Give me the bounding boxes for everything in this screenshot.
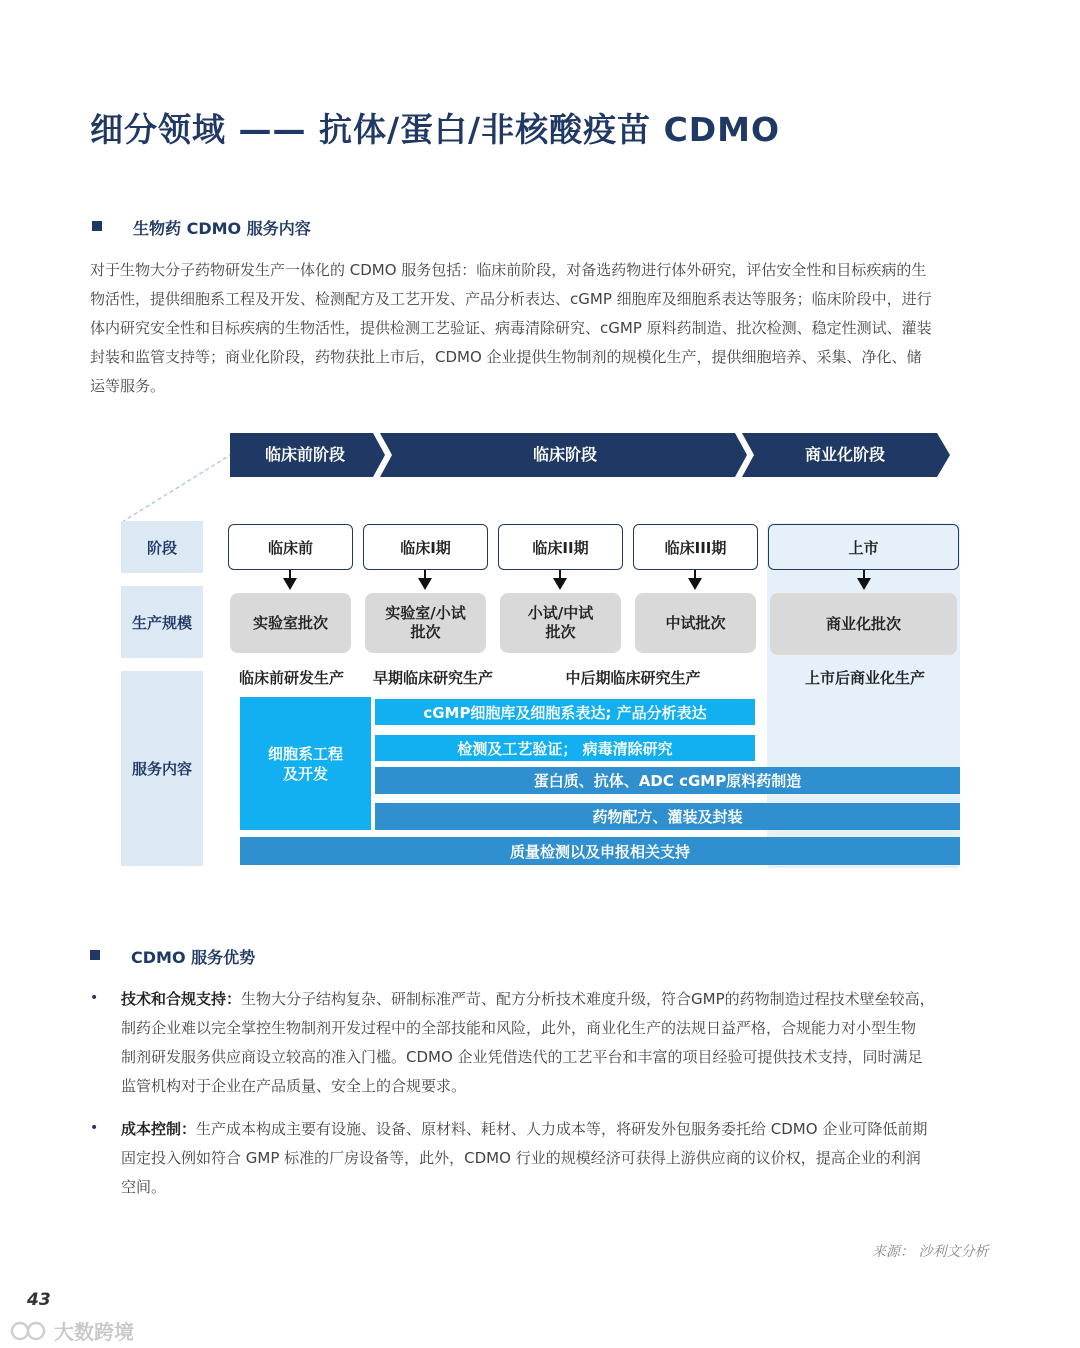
desc-preclinical: 临床前研发生产 bbox=[238, 669, 344, 687]
scale-box-commercial bbox=[770, 593, 957, 655]
advantage-text: 生物大分子结构复杂、研制标准严苛、配方分析技术难度升级，符合GMP的药物制造过程技术壁垒较高， bbox=[241, 990, 935, 1008]
paragraph-line: 封装和监管支持等；商业化阶段，药物获批上市后，CDMO 企业提供生物制剂的规模化生产，提供细胞培养、采集、净化、储 bbox=[90, 348, 922, 366]
service-bar-api-manufacturing: 蛋白质、抗体、ADC cGMP原料药制造 bbox=[375, 767, 960, 794]
down-arrow-icon bbox=[553, 578, 567, 590]
desc-late-clinical: 中后期临床研究生产 bbox=[565, 669, 701, 687]
dashed-connector bbox=[120, 450, 235, 525]
row-label-stage: 阶段 bbox=[121, 521, 203, 573]
scale-text: 实验室批次 bbox=[252, 613, 328, 632]
scale-text: 批次 bbox=[410, 623, 441, 641]
desc-early-clinical: 早期临床研究生产 bbox=[372, 669, 493, 687]
phase-label-preclinical: 临床前阶段 bbox=[264, 445, 345, 464]
phase-label-clinical: 临床阶段 bbox=[532, 445, 597, 464]
scale-text: 商业化批次 bbox=[825, 614, 901, 633]
advantage-text: 空间。 bbox=[121, 1178, 167, 1196]
section-heading-services: 生物药 CDMO 服务内容 bbox=[133, 219, 311, 238]
scale-text: 实验室/小试 bbox=[385, 604, 466, 622]
advantage-title: 成本控制： bbox=[121, 1120, 197, 1138]
section-heading-advantages: CDMO 服务优势 bbox=[131, 948, 256, 967]
service-bar-validation: 检测及工艺验证； 病毒清除研究 bbox=[375, 735, 755, 761]
desc-commercial: 上市后商业化生产 bbox=[804, 669, 925, 687]
down-arrow-icon bbox=[418, 578, 432, 590]
service-bar-fill-finish: 药物配方、灌装及封装 bbox=[375, 803, 960, 830]
paragraph-line: 物活性，提供细胞系工程及开发、检测配方及工艺开发、产品分析表达、cGMP 细胞库及细胞系表达等服务；临床阶段中，进行 bbox=[90, 290, 932, 308]
row-label-service: 服务内容 bbox=[121, 671, 203, 866]
advantage-text: 监管机构对于企业在产品质量、安全上的合规要求。 bbox=[121, 1077, 467, 1095]
cell-line-development bbox=[240, 697, 371, 830]
scale-box-lab-pilot bbox=[365, 593, 486, 653]
paragraph-line: 对于生物大分子药物研发生产一体化的 CDMO 服务包括：临床前阶段，对备选药物进行体外研究，评估安全性和目标疾病的生 bbox=[90, 261, 927, 279]
stage-box-phase3: 临床III期 bbox=[633, 524, 758, 570]
row-label-scale: 生产规模 bbox=[121, 586, 203, 658]
watermark bbox=[10, 1316, 134, 1345]
phase-label-commercial: 商业化阶段 bbox=[804, 445, 885, 464]
scale-box-lab bbox=[230, 593, 351, 653]
page-title: 细分领域 —— 抗体/蛋白/非核酸疫苗 CDMO bbox=[90, 110, 781, 149]
down-arrow-icon bbox=[688, 578, 702, 590]
bullet-dot-icon: • bbox=[90, 1120, 99, 1136]
stage-box-phase1: 临床I期 bbox=[363, 524, 488, 570]
advantage-text: 制剂研发服务供应商设立较高的准入门槛。CDMO 企业凭借迭代的工艺平台和丰富的项目经验可提供技术支持，同时满足 bbox=[121, 1048, 923, 1066]
section-bullet-square bbox=[90, 950, 100, 960]
stage-box-market: 上市 bbox=[768, 524, 959, 570]
scale-text: 小试/中试 bbox=[527, 604, 594, 622]
down-arrow-icon bbox=[857, 578, 871, 590]
source-note: 来源： 沙利文分析 bbox=[872, 1244, 989, 1260]
phase-banner bbox=[230, 433, 955, 477]
scale-text: 中试批次 bbox=[665, 613, 726, 632]
scale-box-pilot-mid bbox=[500, 593, 621, 653]
advantage-cost-control bbox=[121, 1115, 1001, 1202]
watermark-text: 大数跨境 bbox=[54, 1320, 134, 1344]
stage-box-preclinical: 临床前 bbox=[228, 524, 353, 570]
advantage-text: 生产成本构成主要有设施、设备、原材料、耗材、人力成本等，将研发外包服务委托给 CDMO 企业可降低前期 bbox=[196, 1120, 928, 1138]
service-bar-quality-regulatory: 质量检测以及申报相关支持 bbox=[240, 837, 960, 865]
advantage-text: 固定投入例如符合 GMP 标准的厂房设备等，此外，CDMO 行业的规模经济可获得上游供应商的议价权，提高企业的利润 bbox=[121, 1149, 921, 1167]
paragraph-line: 体内研究安全性和目标疾病的生物活性，提供检测工艺验证、病毒清除研究、cGMP 原料药制造、批次检测、稳定性测试、灌装 bbox=[90, 319, 932, 337]
service-bar-cell-bank: cGMP细胞库及细胞系表达; 产品分析表达 bbox=[375, 699, 755, 725]
scale-box-mid bbox=[635, 593, 756, 653]
advantage-title: 技术和合规支持： bbox=[121, 990, 242, 1008]
advantage-text: 制药企业难以完全掌控生物制剂开发过程中的全部技能和风险，此外，商业化生产的法规日益严格，合规能力对小型生物 bbox=[121, 1019, 917, 1037]
paragraph-line: 运等服务。 bbox=[90, 377, 166, 395]
stage-box-phase2: 临床II期 bbox=[498, 524, 623, 570]
advantage-tech-compliance bbox=[121, 985, 1001, 1101]
cell-dev-text: 细胞系工程 bbox=[267, 744, 343, 763]
cell-dev-text: 及开发 bbox=[282, 764, 328, 783]
down-arrow-icon bbox=[283, 578, 297, 590]
page-number: 43 bbox=[27, 1290, 51, 1310]
watermark-logo-icon bbox=[10, 1319, 48, 1343]
scale-text: 批次 bbox=[545, 623, 576, 641]
bullet-dot-icon: • bbox=[90, 990, 99, 1006]
